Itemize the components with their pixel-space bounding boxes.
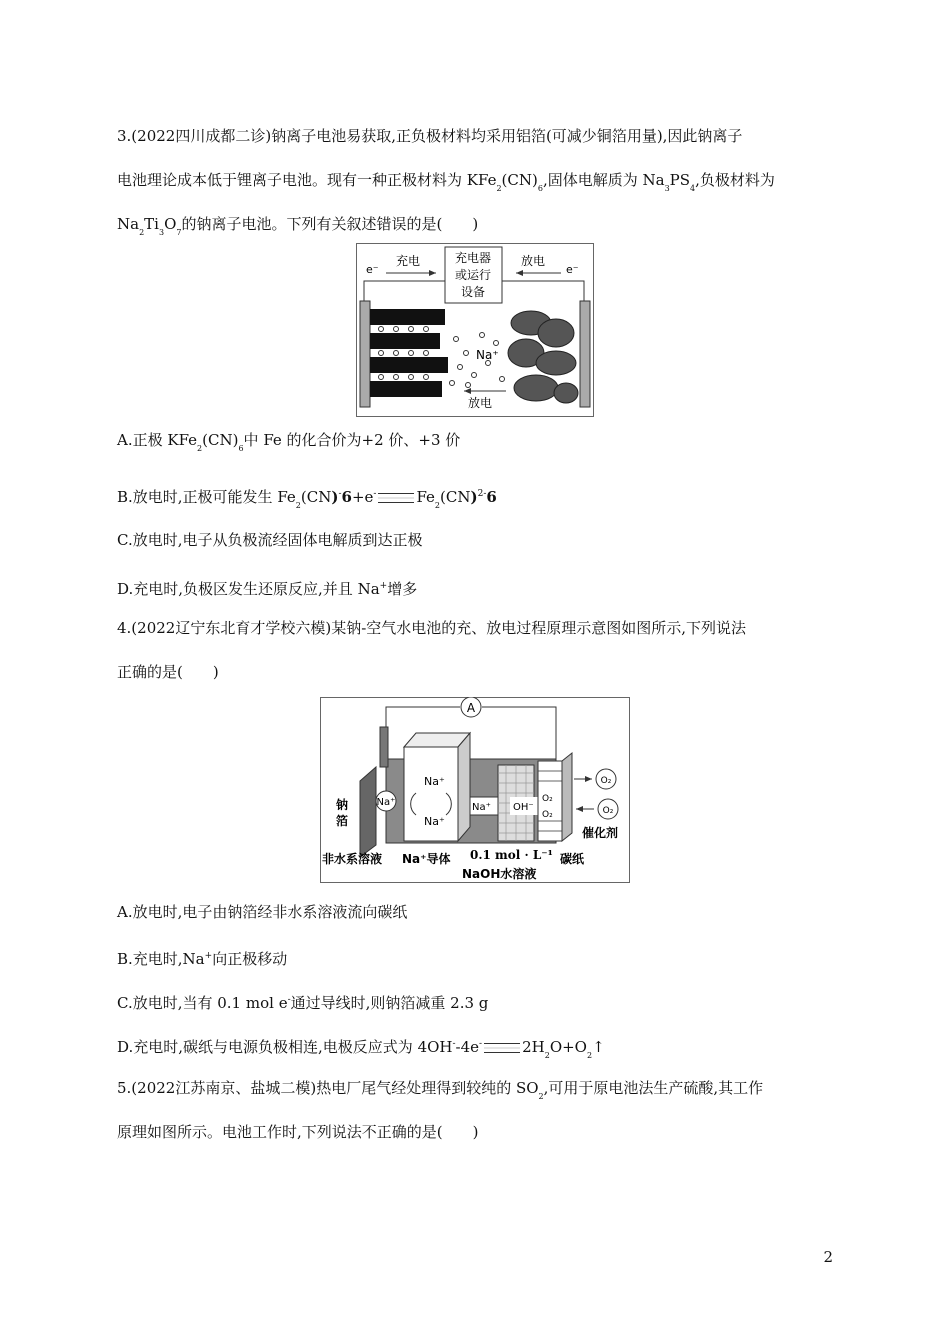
q4-o2-inner-2: O₂ <box>542 810 553 820</box>
q3-sodium-battery-figure <box>356 243 594 417</box>
q4-conductor-label: Na⁺导体 <box>402 852 451 866</box>
q4-o2-in: O₂ <box>602 806 614 816</box>
q3-stem-line3: $Na_2Ti_3O_7$的钠离子电池。下列有关叙述错误的是( ) <box>117 215 479 237</box>
q4-o2-inner-1: O₂ <box>542 794 553 804</box>
q4-conc-label: 0.1 mol · L⁻¹ <box>470 848 553 862</box>
q4-stem-line1: 4.(2022辽宁东北育才学校六模)某钠-空气水电池的充、放电过程原理示意图如图所示,下列说法 <box>117 619 747 637</box>
q4-option-c: C.放电时,当有 0.1 mol e-通过导线时,则钠箔减重 2.3 g <box>117 994 489 1012</box>
q4-na-ion-3: Na⁺ <box>424 815 445 828</box>
q5-stem-line2: 原理如图所示。电池工作时,下列说法不正确的是( ) <box>117 1123 479 1141</box>
q4-sodium-air-battery-figure <box>320 697 630 883</box>
q4-naoh-label: NaOH水溶液 <box>462 867 537 881</box>
q3-option-d: D.充电时,负极区发生还原反应,并且 Na+增多 <box>117 580 418 598</box>
q4-option-d: D.充电时,碳纸与电源负极相连,电极反应式为 4OH--4e- $2H_2O+O_2↑$ <box>117 1038 605 1060</box>
q4-carbon-label: 碳纸 <box>560 852 585 866</box>
q4-na-foil-label-2: 箔 <box>336 814 349 828</box>
q3-na-ion-label: Na⁺ <box>476 348 499 362</box>
q3-bottom-discharge-label: 放电 <box>468 396 493 410</box>
q4-oh-label: OH⁻ <box>513 802 534 813</box>
q4-na-ion-4: Na⁺ <box>472 802 491 813</box>
q4-option-a: A.放电时,电子由钠箔经非水系溶液流向碳纸 <box>117 903 408 921</box>
q3-option-a: A.正极 $KFe_2(CN)_6$中 Fe 的化合价为+2 价、+3 价 <box>117 431 461 453</box>
equilibrium-bar <box>484 1043 520 1053</box>
q4-catalyst-label: 催化剂 <box>582 826 619 840</box>
q4-nonaq-label: 非水系溶液 <box>322 852 383 866</box>
q4-na-ion-1: Na⁺ <box>376 797 396 808</box>
q3-box-text-1: 充电器 <box>454 251 492 265</box>
q4-na-foil-label-1: 钠 <box>336 798 349 812</box>
q4-ammeter-label: A <box>466 701 476 715</box>
q3-charge-label: 充电 <box>396 254 421 268</box>
q4-o2-out: O₂ <box>600 776 612 786</box>
q4-stem-line2: 正确的是( ) <box>117 663 219 681</box>
q3-stem-line2: 电池理论成本低于锂离子电池。现有一种正极材料为 $KFe_2(CN)_6$,固体电解质为 $Na_3PS_4$,负极材料为 <box>117 171 775 193</box>
q3-electron-right: e⁻ <box>566 263 579 276</box>
q3-electron-left: e⁻ <box>366 263 379 276</box>
page-number: 2 <box>823 1248 833 1266</box>
q3-option-c: C.放电时,电子从负极流经固体电解质到达正极 <box>117 531 423 549</box>
q3-stem-line1: 3.(2022四川成都二诊)钠离子电池易获取,正负极材料均采用铝箔(可减少铜箔用量),因此钠离子 <box>117 127 743 145</box>
q3-discharge-label: 放电 <box>521 254 546 268</box>
q5-stem-line1: 5.(2022江苏南京、盐城二模)热电厂尾气经处理得到较纯的 $SO_2$,可用于原电池法生产硫酸,其工作 <box>117 1079 764 1101</box>
q3-box-text-3: 设备 <box>460 285 486 299</box>
equilibrium-bar <box>378 493 414 503</box>
q3-option-b: B.放电时,正极可能发生 $Fe_2(CN)^-6+e^-$ $Fe_2(CN)^{2-}6$ <box>117 488 497 510</box>
q4-option-b: B.充电时,Na+向正极移动 <box>117 950 288 968</box>
q3-box-text-2: 或运行 <box>454 268 492 282</box>
q4-na-ion-2: Na⁺ <box>424 775 445 788</box>
